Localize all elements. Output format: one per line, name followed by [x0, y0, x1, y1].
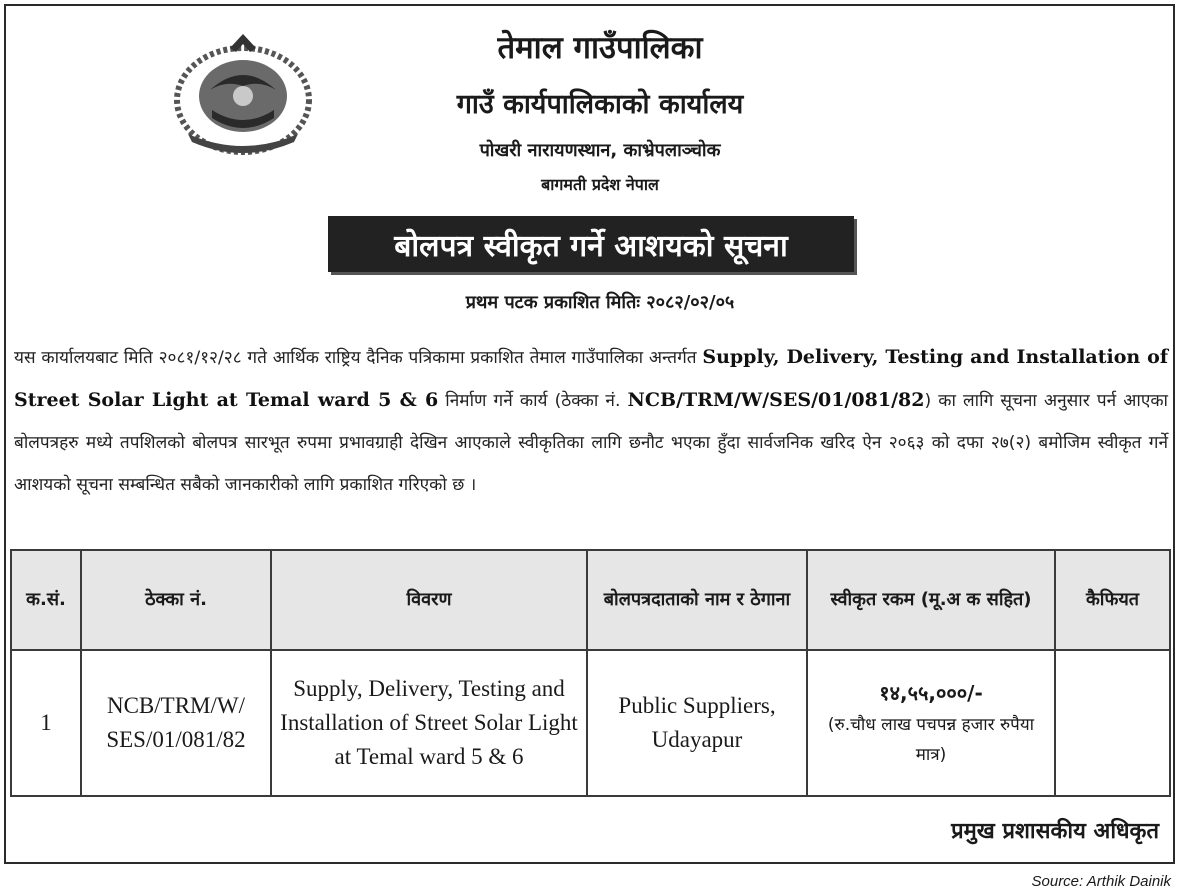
- signatory-title: प्रमुख प्रशासकीय अधिकृत: [951, 819, 1159, 844]
- table-row: [11, 650, 1170, 796]
- award-table: [10, 549, 1171, 797]
- body-part-3: ) का लागि सूचना अनुसार पर्न आएका बोलपत्रहरु मध्ये तपशिलको बोलपत्र सारभूत रुपमा प्रभावग्राही देखिन आएकाले स्वीकृतिका लागि छनौट भएका हुँदा सार्वजनिक खरिद ऐन २०६३ को दफा २७(२) बमोजिम स्वीकृत गर्ने आशयको सूचना सम्बन्धित सबैको जानकारीको लागि प्रकाशित गरिएको छ ।: [14, 391, 1168, 495]
- office-name: तेमाल गाउँपालिका: [497, 30, 703, 66]
- office-address: पोखरी नारायणस्थान, काभ्रेपलाञ्चोक: [479, 140, 721, 161]
- header-amount: स्वीकृत रकम (मू.अ क सहित): [807, 550, 1055, 650]
- publish-date: प्रथम पटक प्रकाशित मितिः २०८२/०२/०५: [465, 292, 735, 313]
- office-subtitle: गाउँ कार्यपालिकाको कार्यालय: [456, 89, 744, 120]
- nepal-government-emblem-icon: [170, 30, 316, 160]
- amount-figure: १४,५५,०००/-: [879, 681, 983, 705]
- amount-in-words: (रु.चौध लाख पचपन्न हजार रुपैया मात्र): [827, 715, 1035, 765]
- cell-amount: [807, 650, 1055, 796]
- cell-contract-no: NCB/TRM/W/ SES/01/081/82: [81, 650, 271, 796]
- header-description: विवरण: [271, 550, 587, 650]
- body-part-1: यस कार्यालयबाट मिति २०८१/१२/२८ गते आर्थिक राष्ट्रिय दैनिक पत्रिकामा प्रकाशित तेमाल गाउँपालिका अन्तर्गत: [14, 348, 703, 368]
- body-part-2: निर्माण गर्ने कार्य (ठेक्का नं.: [438, 391, 628, 411]
- source-credit: Source: Arthik Dainik: [1031, 873, 1171, 890]
- cell-remarks: [1055, 650, 1170, 796]
- header-remarks: कैफियत: [1055, 550, 1170, 650]
- notice-title-banner: बोलपत्र स्वीकृत गर्ने आशयको सूचना: [328, 216, 854, 272]
- body-project-name: Supply, Delivery, Testing and Installation of Street Solar Light at Temal ward 5 & 6: [14, 346, 1168, 411]
- cell-bidder: Public Suppliers, Udayapur: [587, 650, 807, 796]
- notice-body: [14, 336, 1168, 506]
- body-contract-no: NCB/TRM/W/SES/01/081/82: [627, 389, 925, 411]
- table-header-row: [11, 550, 1170, 650]
- header-contract-no: ठेक्का नं.: [81, 550, 271, 650]
- office-province: बागमती प्रदेश नेपाल: [541, 175, 659, 194]
- header-sn: क.सं.: [11, 550, 81, 650]
- cell-sn: 1: [11, 650, 81, 796]
- cell-description: Supply, Delivery, Testing and Installation of Street Solar Light at Temal ward 5 & 6: [271, 650, 587, 796]
- header-bidder: बोलपत्रदाताको नाम र ठेगाना: [587, 550, 807, 650]
